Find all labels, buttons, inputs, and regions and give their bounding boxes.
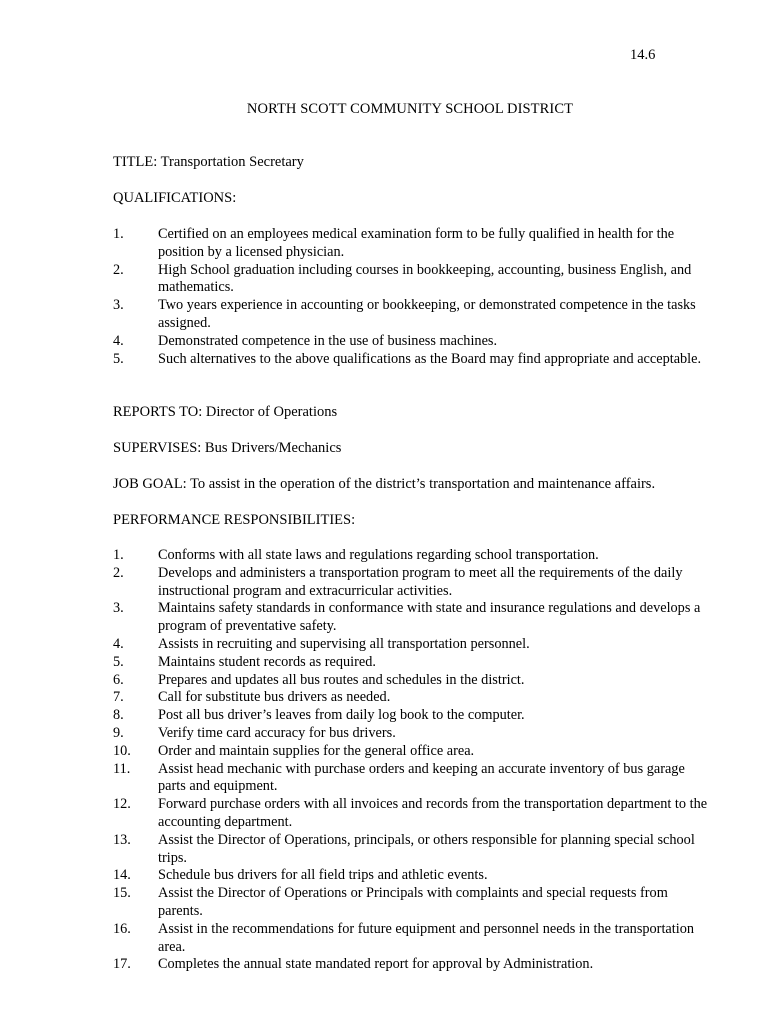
list-item (113, 333, 713, 351)
item-number: 16. (113, 920, 131, 937)
item-text: Such alternatives to the above qualifications as the Board may find appropriate and acceptable. (158, 350, 702, 367)
list-item (113, 885, 713, 921)
item-number: 4. (113, 332, 124, 349)
list-item (113, 956, 713, 974)
item-number: 8. (113, 707, 124, 724)
item-text: Develops and administers a transportation program to meet all the requirements of the daily instructional program and extracurricular activities. (158, 564, 683, 599)
item-text: Assist the Director of Operations, principals, or others responsible for planning special school trips. (158, 831, 695, 866)
list-item (113, 725, 713, 743)
item-text: Verify time card accuracy for bus drivers. (158, 724, 396, 741)
responsibilities-list (113, 547, 713, 974)
item-number: 17. (113, 956, 131, 973)
item-number: 2. (113, 564, 124, 581)
item-number: 9. (113, 724, 124, 741)
item-text: Schedule bus drivers for all field trips and athletic events. (158, 867, 488, 884)
item-number: 3. (113, 600, 124, 617)
item-number: 15. (113, 885, 131, 902)
item-text: Demonstrated competence in the use of business machines. (158, 332, 498, 349)
list-item (113, 226, 713, 262)
item-text: Assist in the recommendations for future equipment and personnel needs in the transportation area. (158, 920, 695, 955)
list-item (113, 654, 713, 672)
list-item (113, 636, 713, 654)
item-text: Certified on an employees medical examination form to be fully qualified in health for the position by a licensed physician. (158, 226, 675, 260)
item-text: Assist head mechanic with purchase orders and keeping an accurate inventory of bus garage parts and equipment. (158, 760, 685, 795)
item-text: Prepares and updates all bus routes and schedules in the district. (158, 671, 525, 688)
item-text: Call for substitute bus drivers as needed. (158, 689, 391, 706)
reports-to: REPORTS TO: Director of Operations (113, 404, 338, 420)
list-item (113, 297, 713, 333)
list-item (113, 867, 713, 885)
list-item (113, 262, 713, 298)
list-item (113, 832, 713, 868)
list-item (113, 672, 713, 690)
supervises: SUPERVISES: Bus Drivers/Mechanics (113, 440, 342, 456)
list-item (113, 743, 713, 761)
item-number: 7. (113, 689, 124, 706)
item-number: 4. (113, 635, 124, 652)
item-number: 10. (113, 742, 131, 759)
page-number: 14.6 (630, 47, 656, 63)
item-text: Order and maintain supplies for the general office area. (158, 742, 475, 759)
list-item (113, 351, 713, 369)
item-number: 1. (113, 547, 124, 563)
list-item (113, 689, 713, 707)
item-number: 1. (113, 226, 124, 242)
item-text: Assists in recruiting and supervising all transportation personnel. (158, 635, 530, 652)
item-number: 2. (113, 261, 124, 278)
item-number: 5. (113, 350, 124, 367)
item-text: Forward purchase orders with all invoices and records from the transportation department to the accounting department. (158, 796, 708, 830)
list-item (113, 796, 713, 832)
item-number: 14. (113, 867, 131, 884)
responsibilities-heading: PERFORMANCE RESPONSIBILITIES: (113, 512, 356, 528)
item-number: 12. (113, 796, 131, 813)
item-text: Two years experience in accounting or bookkeeping, or demonstrated competence in the tasks assigned. (158, 297, 696, 331)
item-text: Conforms with all state laws and regulations regarding school transportation. (158, 547, 599, 563)
item-number: 11. (113, 760, 131, 777)
job-goal: JOB GOAL: To assist in the operation of the district’s transportation and maintenance affairs. (113, 476, 656, 492)
district-heading: NORTH SCOTT COMMUNITY SCHOOL DISTRICT (246, 101, 574, 117)
item-number: 6. (113, 671, 124, 688)
list-item (113, 547, 713, 565)
item-text: Maintains safety standards in conformance with state and insurance regulations and develops a program of preventative safety. (158, 600, 701, 635)
list-item (113, 921, 713, 957)
item-text: High School graduation including courses in bookkeeping, accounting, business English, and mathematics. (158, 261, 692, 296)
item-text: Maintains student records as required. (158, 653, 376, 670)
item-text: Post all bus driver’s leaves from daily log book to the computer. (158, 707, 525, 724)
list-item (113, 600, 713, 636)
qualifications-heading: QUALIFICATIONS: (113, 190, 237, 206)
job-title: TITLE: Transportation Secretary (113, 154, 304, 170)
qualifications-list (113, 226, 713, 368)
item-text: Completes the annual state mandated report for approval by Administration. (158, 956, 594, 973)
item-number: 13. (113, 831, 131, 848)
list-item (113, 761, 713, 797)
list-item (113, 707, 713, 725)
item-number: 5. (113, 653, 124, 670)
item-number: 3. (113, 297, 124, 314)
list-item (113, 565, 713, 601)
item-text: Assist the Director of Operations or Principals with complaints and special requests from parents. (158, 885, 668, 919)
